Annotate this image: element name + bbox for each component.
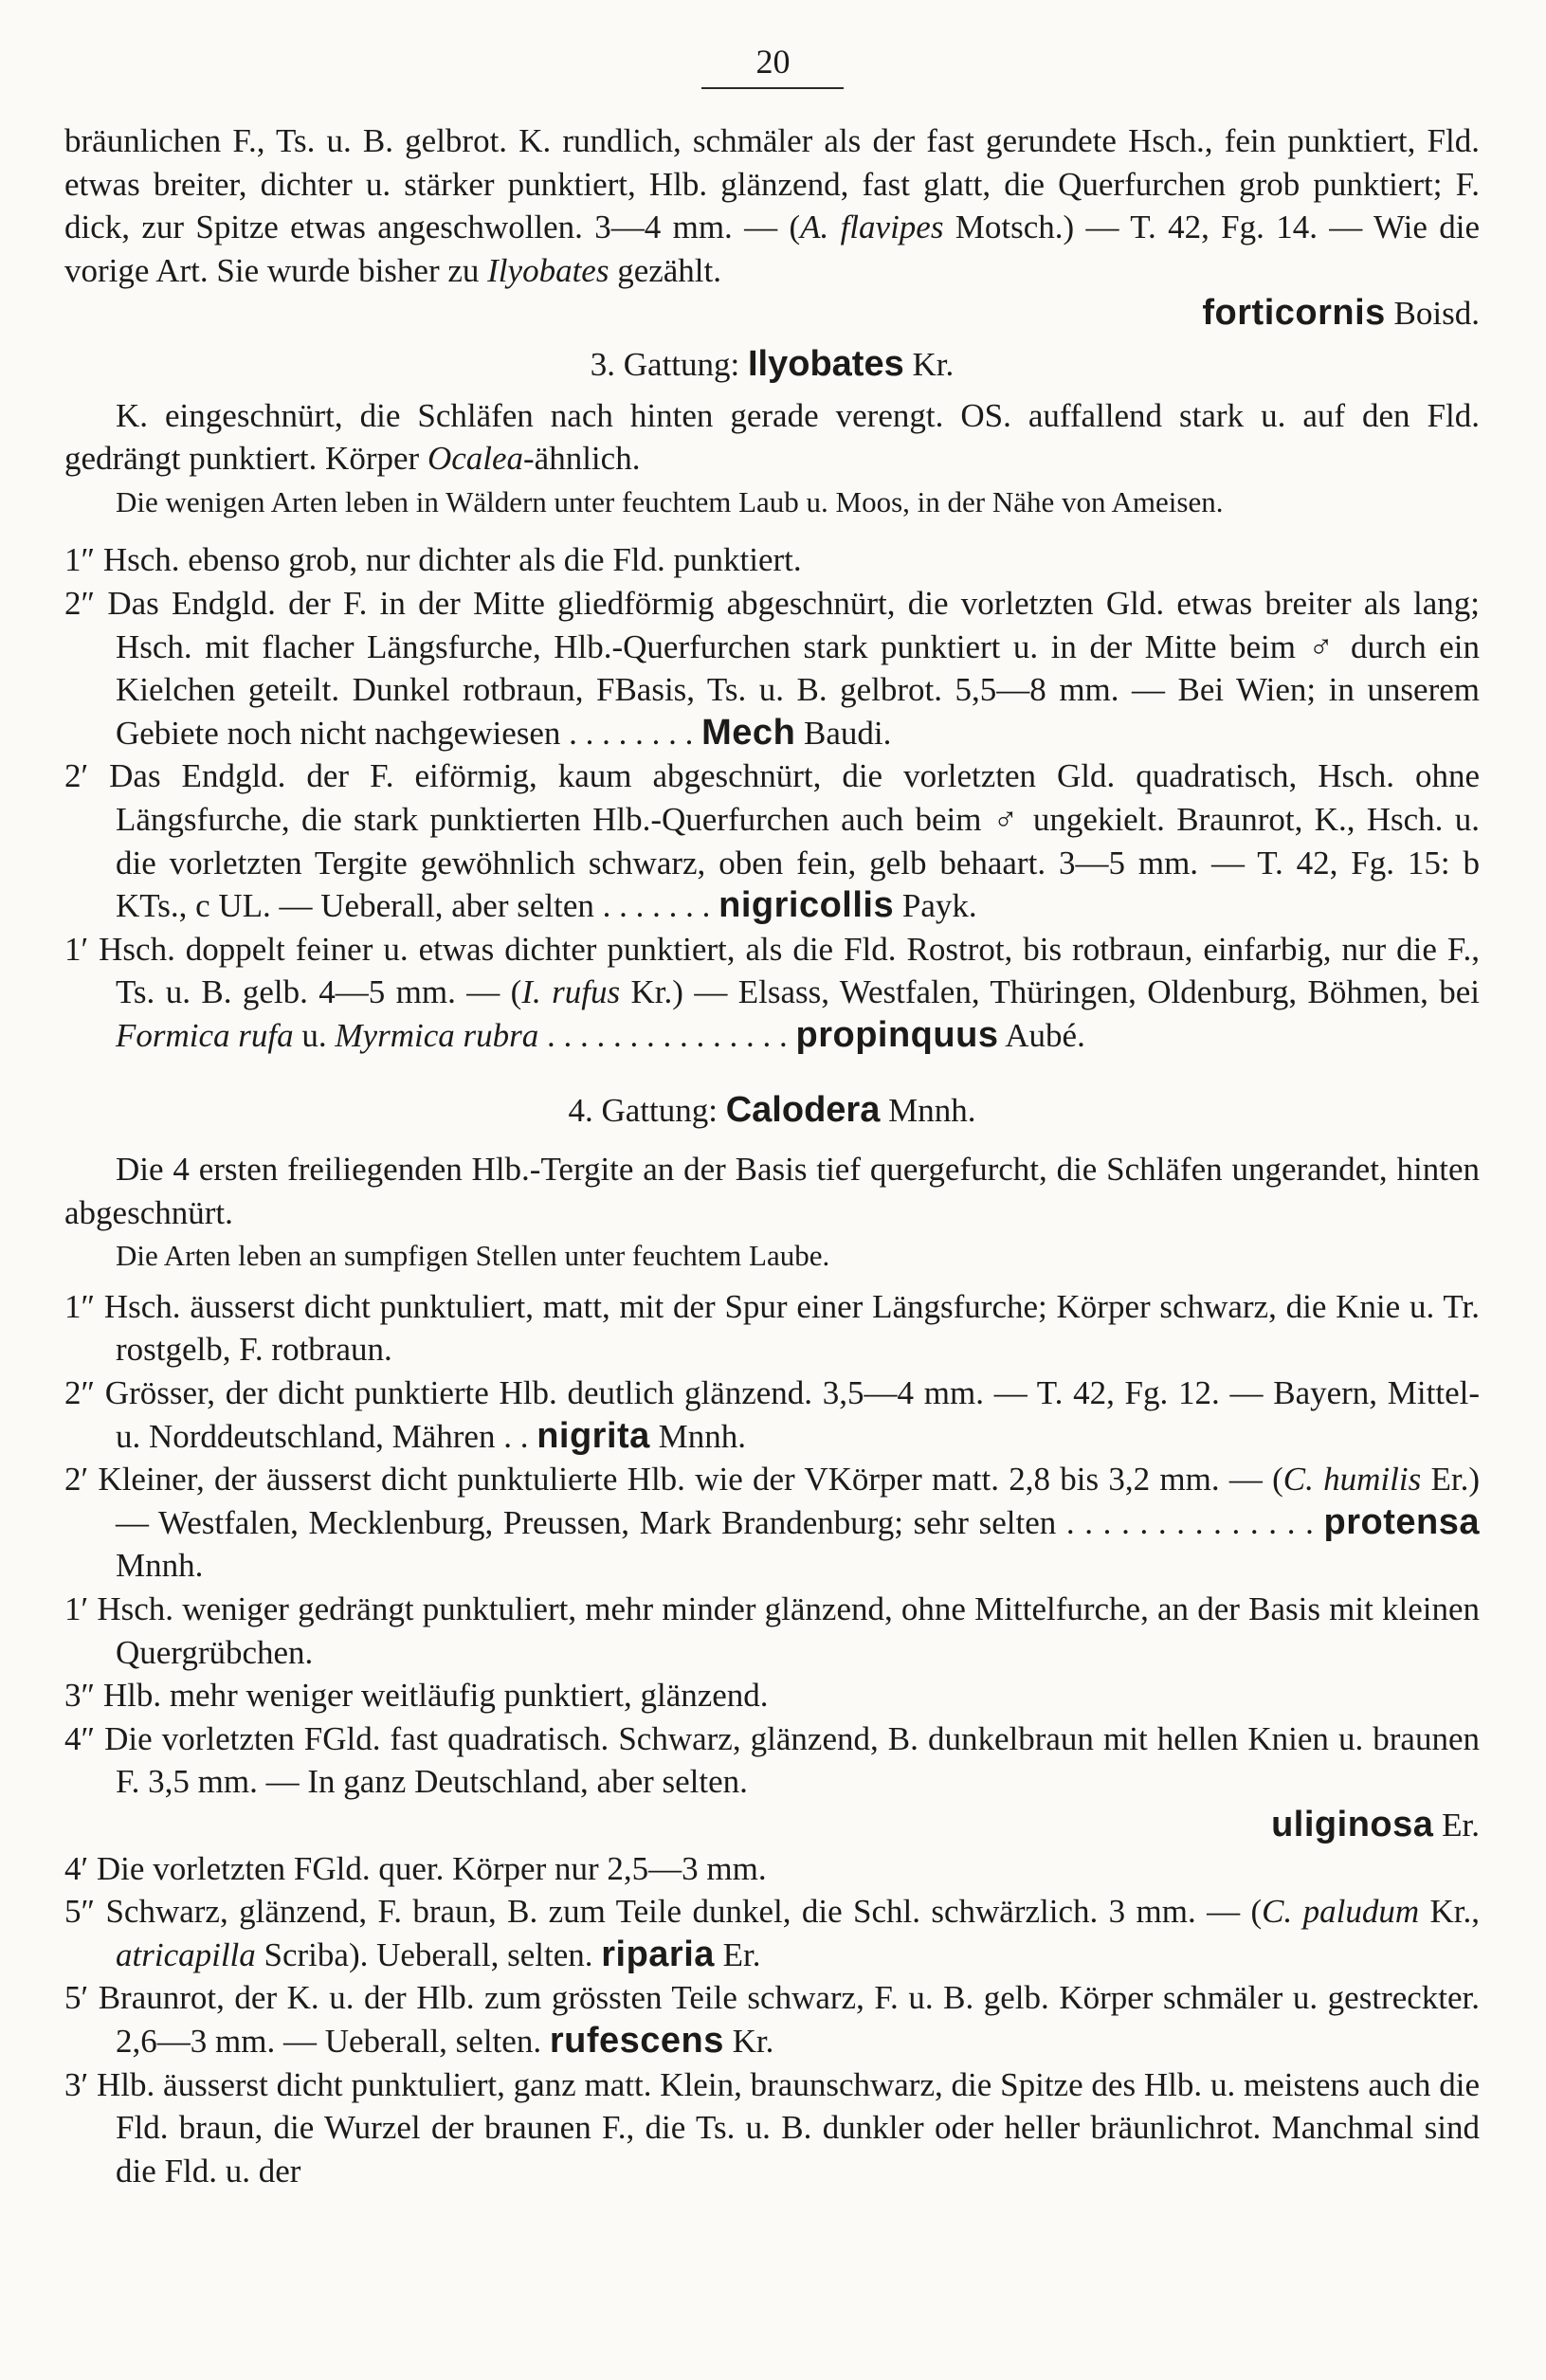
key-entry: 2′ Das Endgld. der F. eiförmig, kaum abgeschnürt, die vorletzten Gld. quadratisch, Hsch. ohne Längsfurche, die stark punktierten Hlb.-Querfurchen auch beim ♂ ungekielt. Braunrot, K., Hsch. u. die vorletzten Tergite gewöhnlich schwarz, oben fein, gelb behaart. 3—5 mm. — T. 42, Fg. 15: b KTs., c UL. — Ueberall, aber selten . . . . . . . nigricollis Payk. xyxy=(64,757,1480,926)
author-abbreviation: Er. xyxy=(722,1935,761,1973)
page-number: 20 xyxy=(755,43,791,81)
page-number-rule xyxy=(701,87,844,89)
paragraph: Die 4 ersten freiliegenden Hlb.-Tergite an der Basis tief quergefurcht, die Schläfen ungerandet, hinten abgeschnürt. xyxy=(64,1151,1480,1231)
author-abbreviation: Payk. xyxy=(901,887,977,925)
synonym-name: Ilyobates xyxy=(487,251,609,289)
paragraph: bräunlichen F., Ts. u. B. gelbrot. K. rundlich, schmäler als der fast gerundete Hsch., fein punktiert, Fld. etwas breiter, dichter u. stärker punktiert, Hlb. glänzend, fast glatt, die Querfurchen grob punktiert; F. dick, zur Spitze etwas angeschwollen. 3—4 mm. — (A. flavipes Motsch.) — T. 42, Fg. 14. — Wie die vorige Art. Sie wurde bisher zu Ilyobates gezählt. xyxy=(64,122,1480,289)
genus-heading: 4. Gattung: Calodera Mnnh. xyxy=(568,1090,976,1131)
key-entry: 4′ Die vorletzten FGld. quer. Körper nur 2,5—3 mm. xyxy=(64,1849,767,1887)
synonym-name: A. flavipes xyxy=(800,209,944,246)
author-abbreviation: Aubé. xyxy=(1005,1016,1085,1054)
genus-heading: 3. Gattung: Ilyobates Kr. xyxy=(590,343,955,384)
species-name: rufescens xyxy=(549,2020,724,2061)
synonym-name: Formica rufa xyxy=(116,1016,294,1054)
key-entry: 5″ Schwarz, glänzend, F. braun, B. zum Teile dunkel, die Schl. schwärzlich. 3 mm. — (C. paludum Kr., atricapilla Scriba). Ueberall, selten. riparia Er. xyxy=(64,1893,1480,1974)
key-entry: 2″ Das Endgld. der F. in der Mitte gliedförmig abgeschnürt, die vorletzten Gld. etwas breiter als lang; Hsch. mit flacher Längsfurche, Hlb.-Querfurchen stark punktiert u. in der Mitte beim ♂ durch ein Kielchen geteilt. Dunkel rotbraun, FBasis, Ts. u. B. gelbrot. 5,5—8 mm. — Bei Wien; in unserem Gebiete noch nicht nachgewiesen . . . . . . . . Mech Baudi. xyxy=(64,584,1480,753)
page-body xyxy=(64,119,1480,2192)
author-abbreviation: Mnnh. xyxy=(658,1417,746,1455)
key-entry: 1′ Hsch. doppelt feiner u. etwas dichter punktiert, als die Fld. Rostrot, bis rotbraun, einfarbig, nur die F., Ts. u. B. gelb. 4—5 mm. — (I. rufus Kr.) — Elsass, Westfalen, Thüringen, Oldenburg, Böhmen, bei Formica rufa u. Myrmica rubra . . . . . . . . . . . . . . . propinquus Aubé. xyxy=(64,930,1481,1055)
habitat-note: Die wenigen Arten leben in Wäldern unter feuchtem Laub u. Moos, in der Nähe von Ameisen. xyxy=(116,484,1224,518)
species-name: propinquus xyxy=(795,1014,999,1055)
author-abbreviation: Boisd. xyxy=(1393,295,1480,333)
species-name-line xyxy=(64,1804,1480,1847)
species-name: riparia xyxy=(601,1934,715,1974)
synonym-name: C. paludum xyxy=(1262,1893,1420,1931)
key-entry: 3″ Hlb. mehr weniger weitläufig punktiert, glänzend. xyxy=(64,1677,769,1715)
author-abbreviation: Mnnh. xyxy=(116,1547,204,1585)
paragraph: K. eingeschnürt, die Schläfen nach hinten gerade verengt. OS. auffallend stark u. auf den Fld. gedrängt punktiert. Körper Ocalea-ähnlich. xyxy=(64,396,1480,478)
species-name: nigricollis xyxy=(718,885,895,926)
species-name: uliginosa xyxy=(1271,1804,1434,1844)
genus-name: Ilyobates xyxy=(748,343,904,384)
synonym-name: Ocalea xyxy=(427,440,524,478)
species-name: nigrita xyxy=(537,1415,650,1456)
key-entry: 2″ Grösser, der dicht punktierte Hlb. deutlich glänzend. 3,5—4 mm. — T. 42, Fg. 12. — Bayern, Mittel- u. Norddeutschland, Mähren . . nigrita Mnnh. xyxy=(64,1374,1480,1456)
key-entry: 3′ Hlb. äusserst dicht punktuliert, ganz matt. Klein, braunschwarz, die Spitze des Hlb. u. meistens auch die Fld. braun, die Wurzel der braunen F., die Ts. u. B. dunkler oder heller bräunlichrot. Manchmal sind die Fld. u. der xyxy=(64,2065,1480,2189)
author-abbreviation: Er. xyxy=(1442,1806,1480,1844)
synonym-name: atricapilla xyxy=(116,1935,256,1973)
species-name-line xyxy=(64,292,1480,336)
author-abbreviation: Baudi. xyxy=(804,714,892,752)
key-entry: 1′ Hsch. weniger gedrängt punktuliert, mehr minder glänzend, ohne Mittelfurche, an der Basis mit kleinen Quergrübchen. xyxy=(64,1590,1480,1671)
key-entry: 1″ Hsch. äusserst dicht punktuliert, matt, mit der Spur einer Längsfurche; Körper schwarz, die Knie u. Tr. rostgelb, F. rotbraun. xyxy=(64,1287,1480,1369)
synonym-name: Myrmica rubra xyxy=(335,1016,539,1054)
key-entry: 5′ Braunrot, der K. u. der Hlb. zum grössten Teile schwarz, F. u. B. gelb. Körper schmäler u. gestreckter. 2,6—3 mm. — Ueberall, selten. rufescens Kr. xyxy=(64,1979,1480,2061)
key-entry: 1″ Hsch. ebenso grob, nur dichter als die Fld. punktiert. xyxy=(64,541,802,579)
synonym-name: C. humilis xyxy=(1282,1461,1422,1499)
species-name: protensa xyxy=(1323,1501,1480,1542)
species-name: forticornis xyxy=(1202,293,1386,334)
species-name: Mech xyxy=(701,712,796,753)
genus-name: Calodera xyxy=(725,1090,881,1131)
habitat-note: Die Arten leben an sumpfigen Stellen unter feuchtem Laube. xyxy=(116,1239,830,1273)
synonym-name: I. rufus xyxy=(521,973,621,1011)
author-abbreviation: Kr. xyxy=(732,2022,774,2060)
key-entry: 2′ Kleiner, der äusserst dicht punktulierte Hlb. wie der VKörper matt. 2,8 bis 3,2 mm. — (C. humilis Er.) — Westfalen, Mecklenburg, Preussen, Mark Brandenburg; sehr selten . . . . . . . . . . . . . . protensa Mnnh. xyxy=(64,1461,1480,1585)
key-entry: 4″ Die vorletzten FGld. fast quadratisch. Schwarz, glänzend, B. dunkelbraun mit hellen Knien u. braunen F. 3,5 mm. — In ganz Deutschland, aber selten. xyxy=(64,1719,1480,1801)
